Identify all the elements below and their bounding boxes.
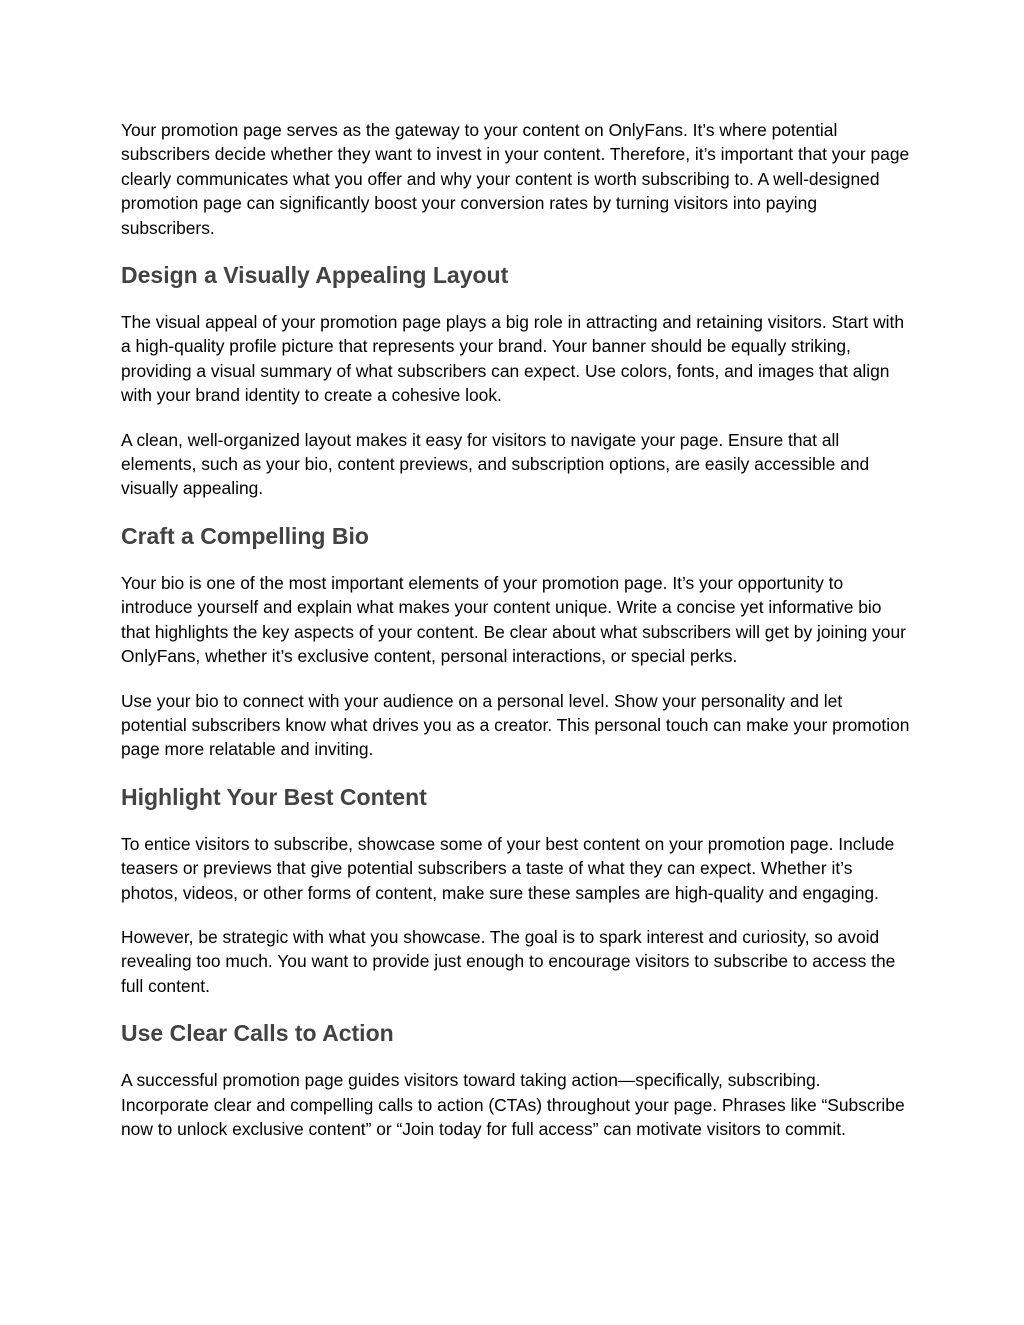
section-heading-content: Highlight Your Best Content — [121, 783, 427, 810]
section-paragraph: Use your bio to connect with your audience on a personal level. Show your personality and let potential subscribers know what drives you as a creator. This personal touch can make your promotion page more relatable and inviting. — [121, 690, 910, 760]
section-paragraph: Your bio is one of the most important elements of your promotion page. It’s your opportunity to introduce yourself and explain what makes your content unique. Write a concise yet informative bio that highlights the key aspects of your content. Be clear about what subscribers will get by joining your OnlyFans, whether it’s exclusive content, personal interactions, or special perks. — [121, 572, 906, 667]
section-heading-cta: Use Clear Calls to Action — [121, 1020, 394, 1047]
section-paragraph: However, be strategic with what you showcase. The goal is to spark interest and curiosity, so avoid revealing too much. You want to provide just enough to encourage visitors to subscribe to access the full content. — [121, 926, 896, 996]
section-paragraph: To entice visitors to subscribe, showcase some of your best content on your promotion page. Include teasers or previews that give potential subscribers a taste of what they can expect. Whether it’s photos, videos, or other forms of content, make sure these samples are high-quality and engaging. — [121, 833, 895, 903]
section-paragraph: The visual appeal of your promotion page plays a big role in attracting and retaining visitors. Start with a high-quality profile picture that represents your brand. Your banner should be equally striking, providing a visual summary of what subscribers can expect. Use colors, fonts, and images that align with your brand identity to create a cohesive look. — [121, 312, 905, 406]
intro-paragraph: Your promotion page serves as the gateway to your content on OnlyFans. It’s where potential subscribers decide whether they want to invest in your content. Therefore, it’s important that your page clearly communicates what you offer and why your content is worth subscribing to. A well-designed promotion page can significantly boost your conversion rates by turning visitors into paying subscribers. — [121, 120, 910, 238]
section-paragraph: A clean, well-organized layout makes it easy for visitors to navigate your page. Ensure that all elements, such as your bio, content previews, and subscription options, are easily accessible and visually appealing. — [121, 429, 870, 499]
section-heading-layout: Design a Visually Appealing Layout — [121, 262, 509, 289]
section-paragraph: A successful promotion page guides visitors toward taking action—specifically, subscribing. Incorporate clear and compelling calls to action (CTAs) throughout your page. Phrases like “Subscribe now to unlock exclusive content” or “Join today for full access” can motivate visitors to commit. — [121, 1070, 905, 1139]
document-page — [121, 118, 911, 1161]
section-heading-bio: Craft a Compelling Bio — [121, 522, 369, 549]
